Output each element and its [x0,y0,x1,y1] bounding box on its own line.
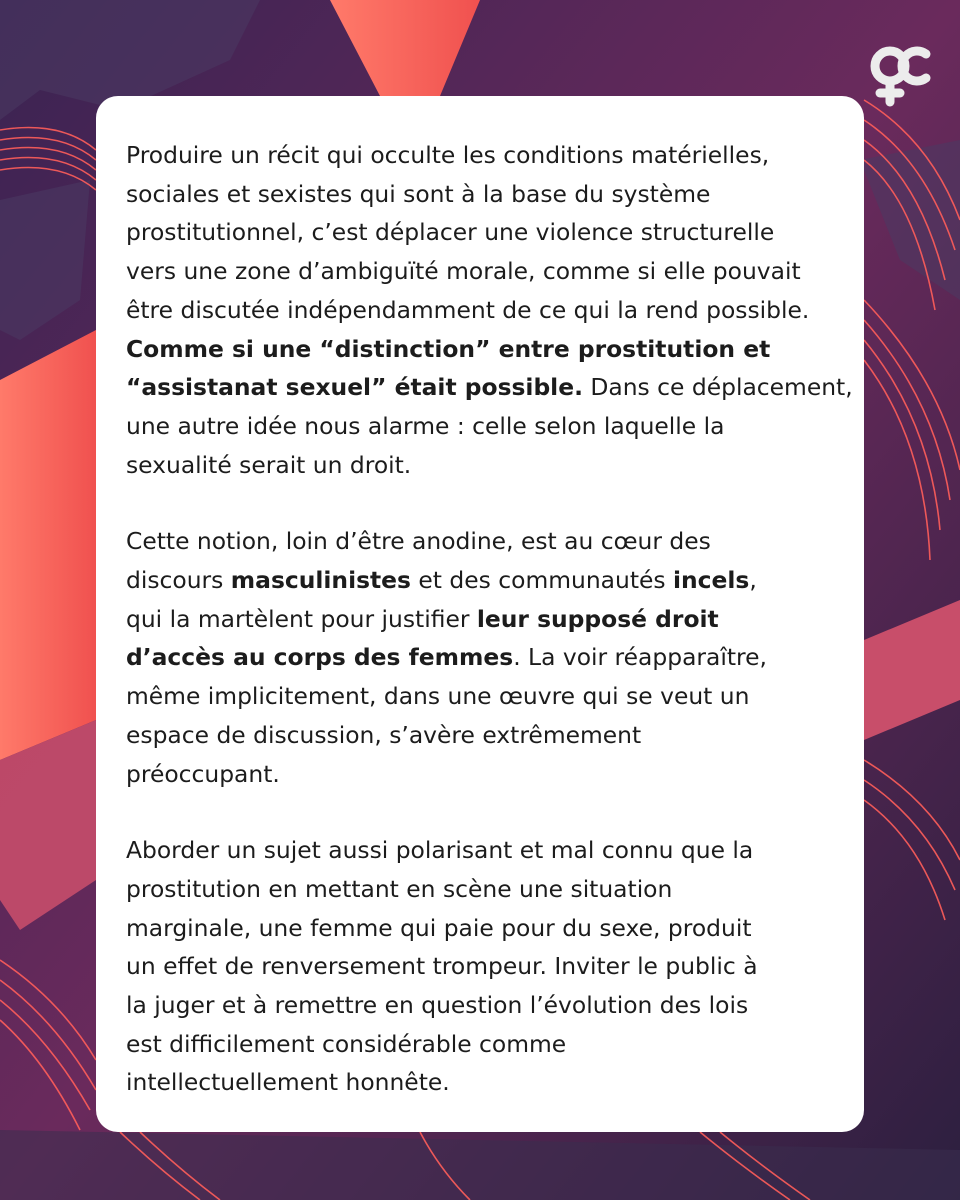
text-segment: marginale, une femme qui paie pour du sexe, produit [126,913,752,942]
text-segment: la juger et à remettre en question l’évolution des lois [126,991,749,1020]
text-line [126,638,834,677]
text-segment: est difficilement considérable comme [126,1029,567,1058]
paragraph [126,522,834,793]
text-line [126,561,834,600]
emphasis-text: incels [673,566,750,595]
text-segment: espace de discussion, s’avère extrêmement [126,720,642,749]
text-segment: être discutée indépendamment de ce qui la rend possible. [126,295,810,324]
text-segment: Aborder un sujet aussi polarisant et mal connu que la [126,836,754,865]
text-segment: Dans ce déplacement, [582,373,853,402]
text-segment: . La voir réapparaître, [513,643,767,672]
text-line [126,291,834,330]
text-line [126,1025,834,1064]
emphasis-text: masculinistes [230,566,411,595]
text-segment: , [749,566,757,595]
text-segment: sociales et sexistes qui sont à la base du système [126,179,711,208]
text-line [126,600,834,639]
text-segment: préoccupant. [126,759,280,788]
text-segment: et des communautés [410,566,674,595]
paragraph [126,136,853,484]
text-segment: prostitution en mettant en scène une situation [126,874,673,903]
text-segment: un effet de renversement trompeur. Inviter le public à [126,952,758,981]
text-segment: sexualité serait un droit. [126,450,412,479]
text-line [126,175,834,214]
text-line [126,947,834,986]
emphasis-text: leur supposé droit [476,604,719,633]
emphasis-text: “assistanat sexuel” était possible. [126,373,583,402]
venus-symbol-icon [864,36,946,108]
text-line [126,407,834,446]
text-line [126,986,834,1025]
text-line [126,252,834,291]
text-line [126,677,834,716]
text-line [126,1063,834,1102]
text-segment: Produire un récit qui occulte les conditions matérielles, [126,141,770,169]
text-segment: Cette notion, loin d’être anodine, est au cœur des [126,527,711,556]
text-segment: vers une zone d’ambiguïté morale, comme si elle pouvait [126,257,801,286]
text-line [126,870,834,909]
text-segment: prostitutionnel, c’est déplacer une violence structurelle [126,218,775,247]
text-line [126,446,834,485]
text-segment: même implicitement, dans une œuvre qui se veut un [126,682,750,711]
text-segment: qui la martèlent pour justifier [126,604,477,633]
paragraph [126,831,834,1102]
emphasis-text: Comme si une “distinction” entre prostitution et [126,334,771,363]
text-line [126,831,834,870]
text-line [126,330,834,369]
text-line [126,909,834,948]
text-line [126,716,834,755]
text-segment: intellectuellement honnête. [126,1068,450,1097]
text-card [96,96,864,1132]
article-body [126,136,853,1102]
text-line [126,368,853,407]
text-segment: une autre idée nous alarme : celle selon laquelle la [126,411,725,440]
emphasis-text: d’accès au corps des femmes [126,643,514,672]
text-segment: discours [126,566,231,595]
text-line [126,522,834,561]
text-line [126,755,834,794]
text-line [126,213,834,252]
text-line [126,136,834,175]
